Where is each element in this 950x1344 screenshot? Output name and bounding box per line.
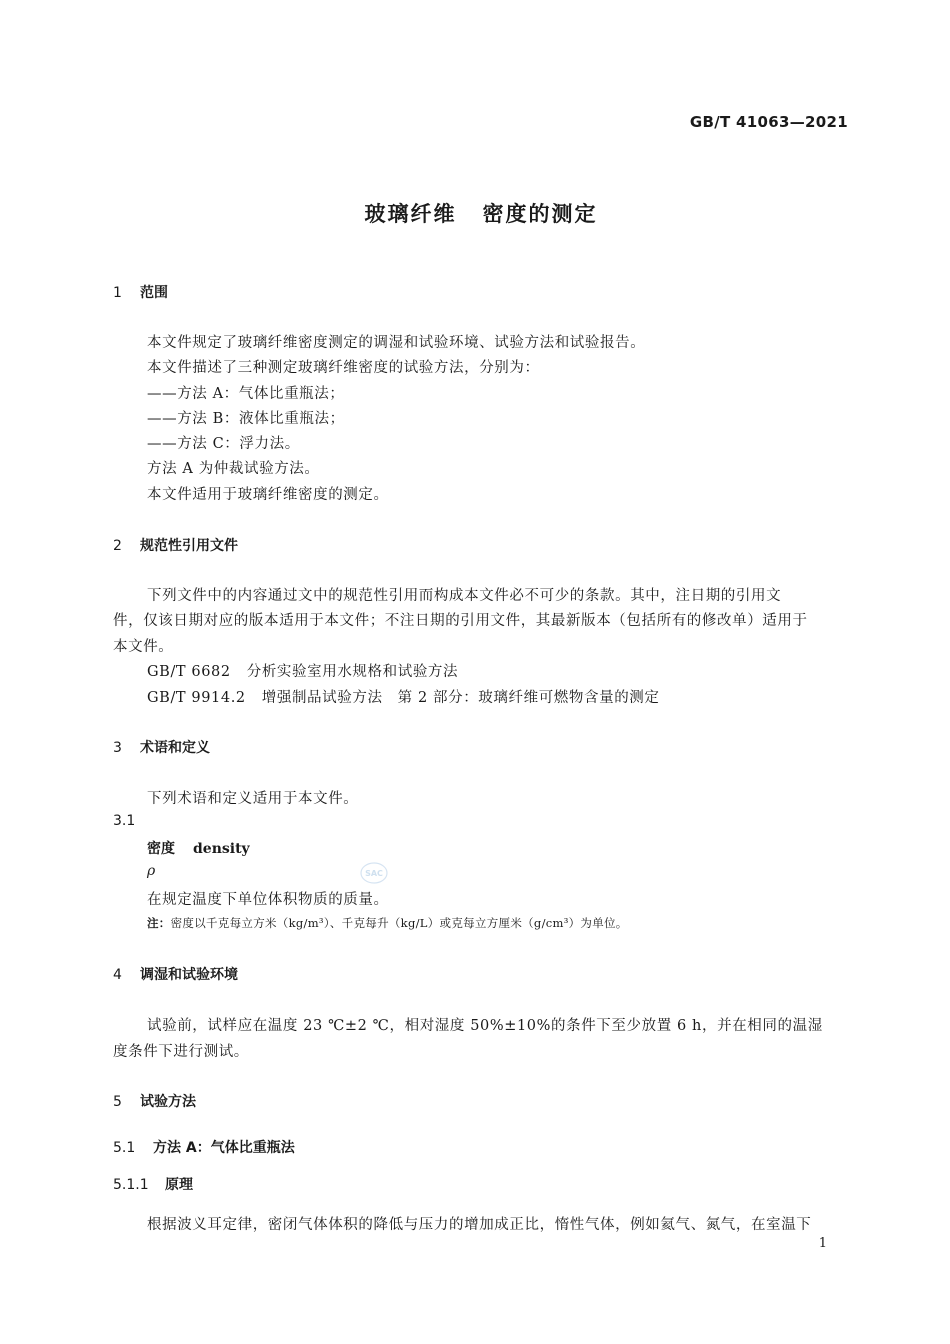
- note-label: 注：: [147, 916, 171, 930]
- sec1-line: 本文件适用于玻璃纤维密度的测定。: [147, 487, 389, 503]
- note-text: 密度以千克每立方米（kg/m³）、千克每升（kg/L）或克每立方厘米（g/cm³）为单位。: [170, 916, 628, 930]
- normative-reference: [147, 686, 660, 707]
- term-definition: 在规定温度下单位体积物质的质量。: [147, 892, 389, 908]
- standard-number: GB/T 41063—2021: [689, 113, 848, 131]
- sec1-line: ——方法 A：气体比重瓶法；: [147, 386, 345, 402]
- term-note: [147, 915, 628, 931]
- section-5-heading: 5 试验方法: [113, 1094, 196, 1110]
- term-entry: [147, 838, 250, 858]
- section-3-heading: 3 术语和定义: [113, 740, 210, 756]
- document-title: [0, 198, 950, 228]
- watermark-text: SAC: [365, 869, 383, 878]
- sec5-line: 根据波义耳定律，密闭气体体积的降低与压力的增加成正比，惰性气体，例如氦气、氮气，在室温下: [147, 1217, 812, 1233]
- section-5-1-heading: 5.1 方法 A：气体比重瓶法: [113, 1140, 295, 1156]
- section-4-heading: 4 调湿和试验环境: [113, 967, 238, 983]
- title-part-2: 密度的测定: [482, 202, 598, 226]
- term-chinese: 密度: [147, 841, 175, 857]
- page-number: 1: [818, 1236, 827, 1251]
- reference-title: 分析实验室用水规格和试验方法: [246, 664, 459, 680]
- sec4-line: 试验前，试样应在温度 23 ℃±2 ℃，相对湿度 50%±10%的条件下至少放置 6 h，并在相同的温湿: [147, 1018, 823, 1034]
- sec3-intro: 下列术语和定义适用于本文件。: [147, 791, 359, 807]
- section-5-1-1-heading: 5.1.1 原理: [113, 1177, 193, 1193]
- section-1-heading: 1 范围: [113, 285, 168, 301]
- sec2-para-line: 下列文件中的内容通过文中的规范性引用而构成本文件必不可少的条款。其中，注日期的引用文: [147, 588, 782, 604]
- sec1-line: 本文件描述了三种测定玻璃纤维密度的试验方法，分别为：: [147, 360, 540, 376]
- sec1-line: ——方法 C：浮力法。: [147, 436, 300, 452]
- sec4-line: 度条件下进行测试。: [113, 1044, 249, 1060]
- sec1-line: 本文件规定了玻璃纤维密度测定的调湿和试验环境、试验方法和试验报告。: [147, 335, 646, 351]
- clause-number: 3.1: [113, 813, 136, 829]
- reference-code: GB/T 6682: [147, 664, 231, 680]
- sec2-para-line: 本文件。: [113, 639, 174, 655]
- reference-code: GB/T 9914.2: [147, 690, 246, 706]
- sec1-line: 方法 A 为仲裁试验方法。: [147, 461, 320, 477]
- section-2-heading: 2 规范性引用文件: [113, 538, 238, 554]
- term-symbol: ρ: [147, 863, 156, 879]
- reference-title: 增强制品试验方法 第 2 部分：玻璃纤维可燃物含量的测定: [261, 690, 660, 706]
- normative-reference: [147, 660, 458, 681]
- sec2-para-line: 件，仅该日期对应的版本适用于本文件；不注日期的引用文件，其最新版本（包括所有的修改单）适用于: [113, 613, 808, 629]
- title-part-1: 玻璃纤维: [364, 202, 457, 226]
- term-english: density: [193, 841, 250, 857]
- sec1-line: ——方法 B：液体比重瓶法；: [147, 411, 345, 427]
- sac-watermark-logo: [360, 862, 388, 884]
